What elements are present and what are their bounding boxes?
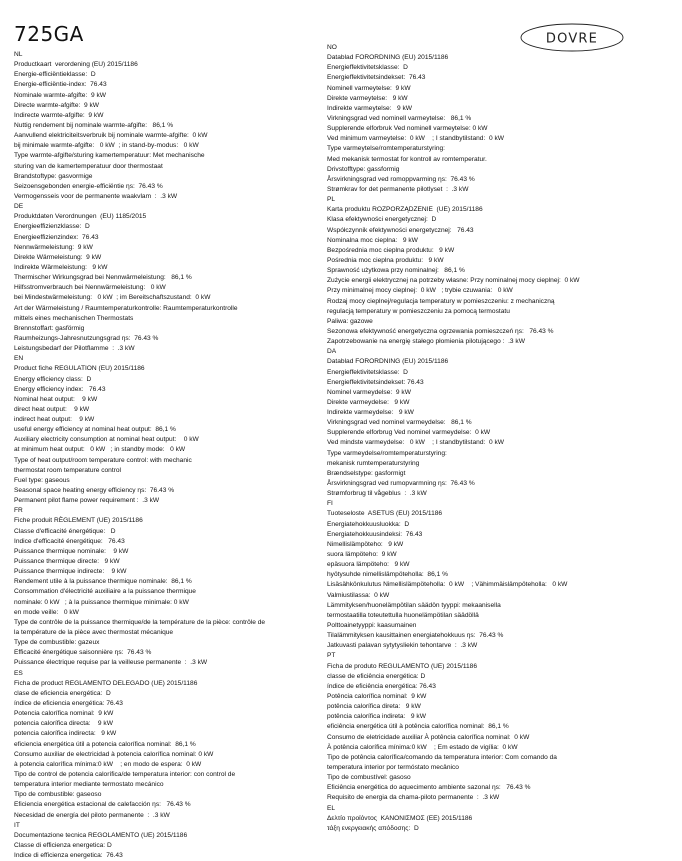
text-line: Nominale warmte-afgifte: 9 kW [14, 91, 106, 99]
text-line: Puissance électrique requise par la veilleuse permanente : .3 kW [14, 659, 208, 667]
text-line: Paliwa: gazowe [327, 317, 373, 325]
text-line: Valmiustilassa: 0 kW [327, 591, 390, 599]
text-line: Energieffektivitetsindekset: 76.43 [327, 74, 426, 82]
text-line: temperatura interior por termóstato mecânico [327, 763, 459, 771]
text-line: clase de eficiencia energética: D [14, 689, 111, 697]
left-column-text [14, 50, 334, 861]
text-line: Consumo de eletricidade auxiliar À potência calorífica nominal: 0 kW [327, 733, 530, 741]
text-line: bei Mindestwärmeleistung: 0 kW ; im Bereitschaftszustand: 0 kW [14, 294, 211, 302]
text-line: Sezonowa efektywność energetyczna ogrzewania pomieszczeń ηs: 76.43 % [327, 327, 554, 335]
text-line: Indirekte varmeydelse: 9 kW [327, 409, 414, 417]
text-line: Nennwärmeleistung: 9 kW [14, 243, 93, 251]
text-line: Consommation d'électricité auxiliaire a la puissance thermique [14, 588, 196, 596]
text-line: Tipo de potência calorífica/comando da temperatura interior: Com comando da [327, 753, 557, 761]
text-line: Ved minimum varmeytelse: 0 kW ; I standbytilstand: 0 kW [327, 135, 504, 143]
text-line: Brændselstype: gasformigt [327, 469, 406, 477]
text-line: Sprawność użytkowa przy nominalnej: 86,1 % [327, 267, 465, 275]
text-line: Ved mindste varmeydelse: 0 kW ; I standbytilstand: 0 kW [327, 439, 505, 447]
text-line: Bezpośrednia moc cieplna produktu: 9 kW [327, 246, 455, 254]
text-line: Energy efficiency index: 76.43 [14, 385, 106, 393]
text-line: Brennstoffart: gasförmig [14, 324, 85, 332]
text-line: Energieeffizienzindex: 76.43 [14, 233, 99, 241]
text-line: mittels eines mechanischen Thermostats [14, 314, 134, 322]
text-line: potência calorífica indireta: 9 kW [327, 713, 426, 721]
text-line: useful energy efficiency at nominal heat output: 86,1 % [14, 426, 176, 434]
text-line: Zużycie energii elektrycznej na potrzeby własne: Przy nominalnej mocy cieplnej: 0 kW [327, 277, 580, 285]
text-line: Raumheizungs-Jahresnutzungsgrad ηs: 76.43 % [14, 334, 159, 342]
text-line: Classe d'efficacité énergétique: D [14, 527, 116, 535]
text-line: Potência calorífica nominal: 9 kW [327, 693, 427, 700]
text-line: Nimellislämpöteho: 9 kW [327, 540, 404, 548]
text-line: Energieffektivitetsindekset: 76.43 [327, 378, 424, 386]
text-line: Puissance thermique directe: 9 kW [14, 558, 120, 566]
text-line: Fiche produit RÈGLEMENT (UE) 2015/1186 [14, 517, 143, 525]
text-line: thermostat room temperature control [14, 466, 122, 474]
text-line: Energieffektivitetsklasse: D [327, 64, 408, 72]
text-line: Aanvullend elektriciteitsverbruik bij nominale warmte-afgifte: 0 kW [14, 132, 208, 140]
text-line: Nuttig rendement bij nominale warmte-afgifte: 86,1 % [14, 121, 174, 129]
text-line: Datablad FORORDNING (EU) 2015/1186 [327, 54, 449, 62]
text-line: FI [327, 500, 333, 508]
text-line: Nominal heat output: 9 kW [14, 395, 98, 403]
text-line: NO [327, 44, 337, 51]
text-line: Karta produktu ROZPORZĄDZENIE (UE) 2015/1186 [327, 206, 483, 214]
text-line: suora lämpöteho: 9 kW [327, 551, 397, 559]
text-line: Lämmityksen/huonelämpötilan säädön tyyppi: mekaanisella [327, 601, 501, 609]
text-line: Classe di efficienza energetica: D [14, 841, 112, 849]
text-line: Ficha de produto REGULAMENTO (UE) 2015/1186 [327, 662, 478, 670]
text-line: índice de eficiencia energética: 76.43 [14, 700, 123, 707]
text-line: Direkte Wärmeleistung: 9 kW [14, 253, 102, 261]
text-line: Polttoainetyyppi: kaasumainen [327, 622, 417, 630]
text-line: Consumo auxiliar de electricidad à potencia calorífica nominal: 0 kW [14, 750, 214, 758]
text-line: Potencia calorífica nominal: 9 kW [14, 710, 114, 718]
text-line: Supplerende elforbrug Ved nominel varmeydelse: 0 kW [327, 429, 491, 437]
text-line: Brandstoftype: gasvormige [14, 172, 93, 180]
text-line: Documentazione tecnica REGOLAMENTO (UE) 2015/1186 [14, 831, 188, 839]
logo-text: DOVRE [545, 31, 599, 47]
text-line: termostaatilla toteutettulla huonelämpötilan säädöllä [327, 611, 479, 619]
text-line: Tilalämmityksen kausittainen energiatehokkuus ηs: 76.43 % [327, 632, 504, 640]
text-line: Direkte varmeytelse: 9 kW [327, 94, 408, 102]
text-line: Energieffektivitetsklasse: D [327, 368, 408, 376]
text-line: Indirecte warmte-afgifte: 9 kW [14, 111, 104, 119]
text-line: NL [14, 51, 23, 58]
text-line: DA [327, 348, 337, 356]
text-line: Vermogensseis voor de permanente waakvlam : .3 kW [14, 192, 178, 200]
text-line: Art der Wärmeleistung / Raumtemperaturkontrolle: Raumtemperaturkontrolle [14, 304, 238, 312]
text-line: Energy efficiency class: D [14, 375, 92, 383]
text-line: Nominell varmeytelse: 9 kW [327, 84, 411, 92]
text-line: FR [14, 507, 23, 515]
text-line: Ficha de product REGLAMENTO DELEGADO (UE) 2015/1186 [14, 679, 198, 687]
text-line: Indirekte Wärmeleistung: 9 kW [14, 263, 108, 271]
text-line: epäsuora lämpöteho: 9 kW [327, 561, 410, 569]
text-line: Tipo de control de potencia calorífica/de temperatura interior: con control de [14, 770, 236, 778]
text-line: regulacją temperatury w pomieszczeniu za pomocą termostatu [327, 307, 510, 315]
text-line: direct heat output: 9 kW [14, 405, 90, 413]
text-line: potencia calorífica directa: 9 kW [14, 720, 113, 728]
text-line: PT [327, 652, 336, 660]
text-line: Lisäsähkönkulutus Nimellislämpöteholla: 0 kW ; Vähimmäislämpöteholla: 0 kW [327, 581, 568, 589]
text-line: Eficiência energética do aquecimento ambiente sazonal ηs: 76.43 % [327, 784, 531, 792]
right-column-text [327, 43, 677, 834]
text-line: Tipo de combustible: gaseoso [14, 791, 102, 799]
text-line: À potência calorífica mínima:0 kW ; Em estado de vigília: 0 kW [327, 743, 518, 751]
text-line: Directe warmte-afgifte: 9 kW [14, 101, 100, 109]
text-line: Requisito de energia da chama-piloto permanente : .3 kW [327, 794, 500, 802]
text-line: potência calorífica direta: 9 kW [327, 703, 421, 711]
text-line: Leistungsbedarf der Pilotflamme : .3 kW [14, 345, 135, 353]
text-line: Type varmeydelse/romtemperaturstyring: [327, 449, 447, 457]
text-line: Puissance thermique nominale: 9 kW [14, 547, 129, 555]
text-line: Indice di efficienza energetica: 76.43 [14, 852, 123, 860]
text-line: Type of heat output/room temperature control: with mechanic [14, 456, 192, 464]
text-line: Rendement utile à la puissance thermique nominale: 86,1 % [14, 578, 192, 586]
text-line: Indirekte varmeytelse: 9 kW [327, 104, 413, 112]
text-line: Zapotrzebowanie na energię stałego płomienia pilotującego : .3 kW [327, 338, 525, 346]
text-line: Årsvirkningsgrad ved rumopvarmning ηs: 76.43 % [327, 480, 475, 488]
text-line: at minimum heat output: 0 kW ; in standby mode: 0 kW [14, 446, 186, 454]
text-line: Supplerende elforbruk Ved nominell varmeytelse: 0 kW [327, 125, 488, 133]
text-line: DE [14, 203, 24, 211]
text-line: ES [14, 669, 23, 677]
text-line: Jatkuvasti palavan sytytysliekin tehontarve : .3 kW [327, 642, 478, 650]
text-line: EN [14, 355, 24, 363]
text-line: eficiencia energética útil a potencia calorífica nominal: 86,1 % [14, 740, 196, 748]
text-line: Współczynnik efektywności energetycznej: 76.43 [327, 226, 474, 234]
text-line: Rodzaj mocy cieplnej/regulacja temperatury w pomieszczeniu: z mechaniczną [327, 297, 555, 305]
text-line: Produktdaten Verordnungen (EU) 1185/2015 [14, 213, 147, 221]
text-line: IT [14, 821, 20, 829]
text-line: Thermischer Wirkungsgrad bei Nennwärmeleistung: 86,1 % [14, 274, 192, 282]
text-line: Puissance thermique indirecte: 9 kW [14, 568, 127, 576]
text-line: potencia calorífica indirecta: 9 kW [14, 730, 117, 738]
text-line: Nominalna moc cieplna: 9 kW [327, 236, 418, 244]
text-line: hyötysuhde nimellislämpöteholla: 86,1 % [327, 571, 448, 579]
text-line: en mode veille: 0 kW [14, 608, 79, 616]
text-line: Eficiencia energética estacional de calefacción ηs: 76.43 % [14, 801, 191, 809]
text-line: la température de la pièce avec thermostat mécanique [14, 629, 174, 637]
text-line: nominale: 0 kW ; à la puissance thermique minimale: 0 kW [14, 598, 189, 606]
text-line: Fuel type: gaseous [14, 476, 70, 484]
text-line: sturing van de kamertemperatuur door thermostaat [14, 162, 163, 170]
text-line: Indice d'efficacité énergétique: 76.43 [14, 537, 125, 545]
text-line: Strømforbrug til vågeblus : .3 kW [327, 490, 427, 498]
text-line: Direkte varmeydelse: 9 kW [327, 398, 410, 406]
model-number: 725GA [14, 22, 84, 46]
text-line: Product fiche REGULATION (EU) 2015/1186 [14, 365, 145, 373]
text-line: temperatura interior mediante termostato mecánico [14, 781, 164, 789]
text-line: Drivstofftype: gassformig [327, 165, 400, 173]
text-line: PL [327, 196, 336, 204]
text-line: Nominel varmeydelse: 9 kW [327, 388, 411, 396]
text-line: classe de eficiência energética: D [327, 672, 426, 680]
text-line: Med mekanisk termostat for kontroll av romtemperatur. [327, 155, 487, 163]
text-line: Tipo de combustível: gasoso [327, 774, 411, 782]
text-line: Energie-efficiëntie-index: 76.43 [14, 81, 107, 89]
text-line: Klasa efektywności energetycznej: D [327, 216, 437, 224]
text-line: Δελτίο προϊόντος ΚΑΝΟΝΙΣΜΟΣ (ΕΕ) 2015/1186 [327, 814, 473, 822]
text-line: Tuoteseloste ASETUS (EU) 2015/1186 [327, 510, 443, 518]
text-line: Årsvirkningsgrad ved romoppvarming ηs: 76.43 % [327, 175, 475, 183]
text-line: índice de eficiência energética: 76.43 [327, 682, 436, 690]
text-line: EL [327, 804, 336, 812]
text-line: indirect heat output: 9 kW [14, 416, 95, 424]
text-line: Datablad FORORDNING (EU) 2015/1186 [327, 358, 449, 366]
text-line: Virkningsgrad ved nominell varmeytelse: 86,1 % [327, 114, 472, 122]
text-line: Type de combustible: gazeux [14, 639, 100, 647]
text-line: Type warmte-afgifte/sturing kamertemperatuur: Met mechanische [14, 152, 205, 160]
text-line: Type de contrôle de la puissance thermique/de la température de la pièce: contrôle de [14, 618, 266, 626]
text-line: τάξη ενεργειακής απόδοσης: D [327, 824, 419, 832]
text-line: Energieeffizienzklasse: D [14, 223, 90, 231]
text-line: Productkaart verordening (EU) 2015/1186 [14, 61, 138, 69]
text-line: bij minimale warmte-afgifte: 0 kW ; in stand-by-modus: 0 kW [14, 142, 199, 150]
text-line: Energiatehokkuusluokka: D [327, 520, 410, 528]
text-line: Efficacité énergétique saisonnière ηs: 76.43 % [14, 649, 152, 657]
text-line: Energie-efficiëntieklasse: D [14, 71, 96, 79]
text-line: eficiência energética útil à potência calorífica nominal: 86,1 % [327, 723, 509, 731]
text-line: mekanisk rumtemperaturstyring [327, 459, 420, 467]
text-line: Type varmeytelse/romtemperaturstyring: [327, 145, 445, 153]
text-line: Pośrednia moc cieplna produktu: 9 kW [327, 256, 444, 264]
text-line: Przy minimalnej mocy cieplnej: 0 kW ; trybie czuwania: 0 kW [327, 287, 513, 295]
text-line: Seasonal space heating energy efficiency ηs: 76.43 % [14, 487, 175, 495]
text-line: Necesidad de energía del piloto permanente : .3 kW [14, 811, 170, 819]
text-line: Virkningsgrad ved nominel varmeydelse: 86,1 % [327, 419, 472, 427]
text-line: Energiatehokkuusindeksi: 76.43 [327, 530, 423, 538]
text-line: Strømkrav for det permanente pilotlyset : .3 kW [327, 185, 469, 193]
text-line: Permanent pilot flame power requirement : .3 kW [14, 497, 160, 505]
text-line: à potencia calorífica mínima:0 kW ; en modo de espera: 0 kW [14, 760, 202, 768]
text-line: Hilfsstromverbrauch bei Nennwärmeleistung: 0 kW [14, 284, 166, 292]
text-line: Auxiliary electricity consumption at nominal heat output: 0 kW [14, 436, 199, 444]
text-line: Seizoensgebonden energie-efficiëntie ηs: 76.43 % [14, 182, 163, 190]
